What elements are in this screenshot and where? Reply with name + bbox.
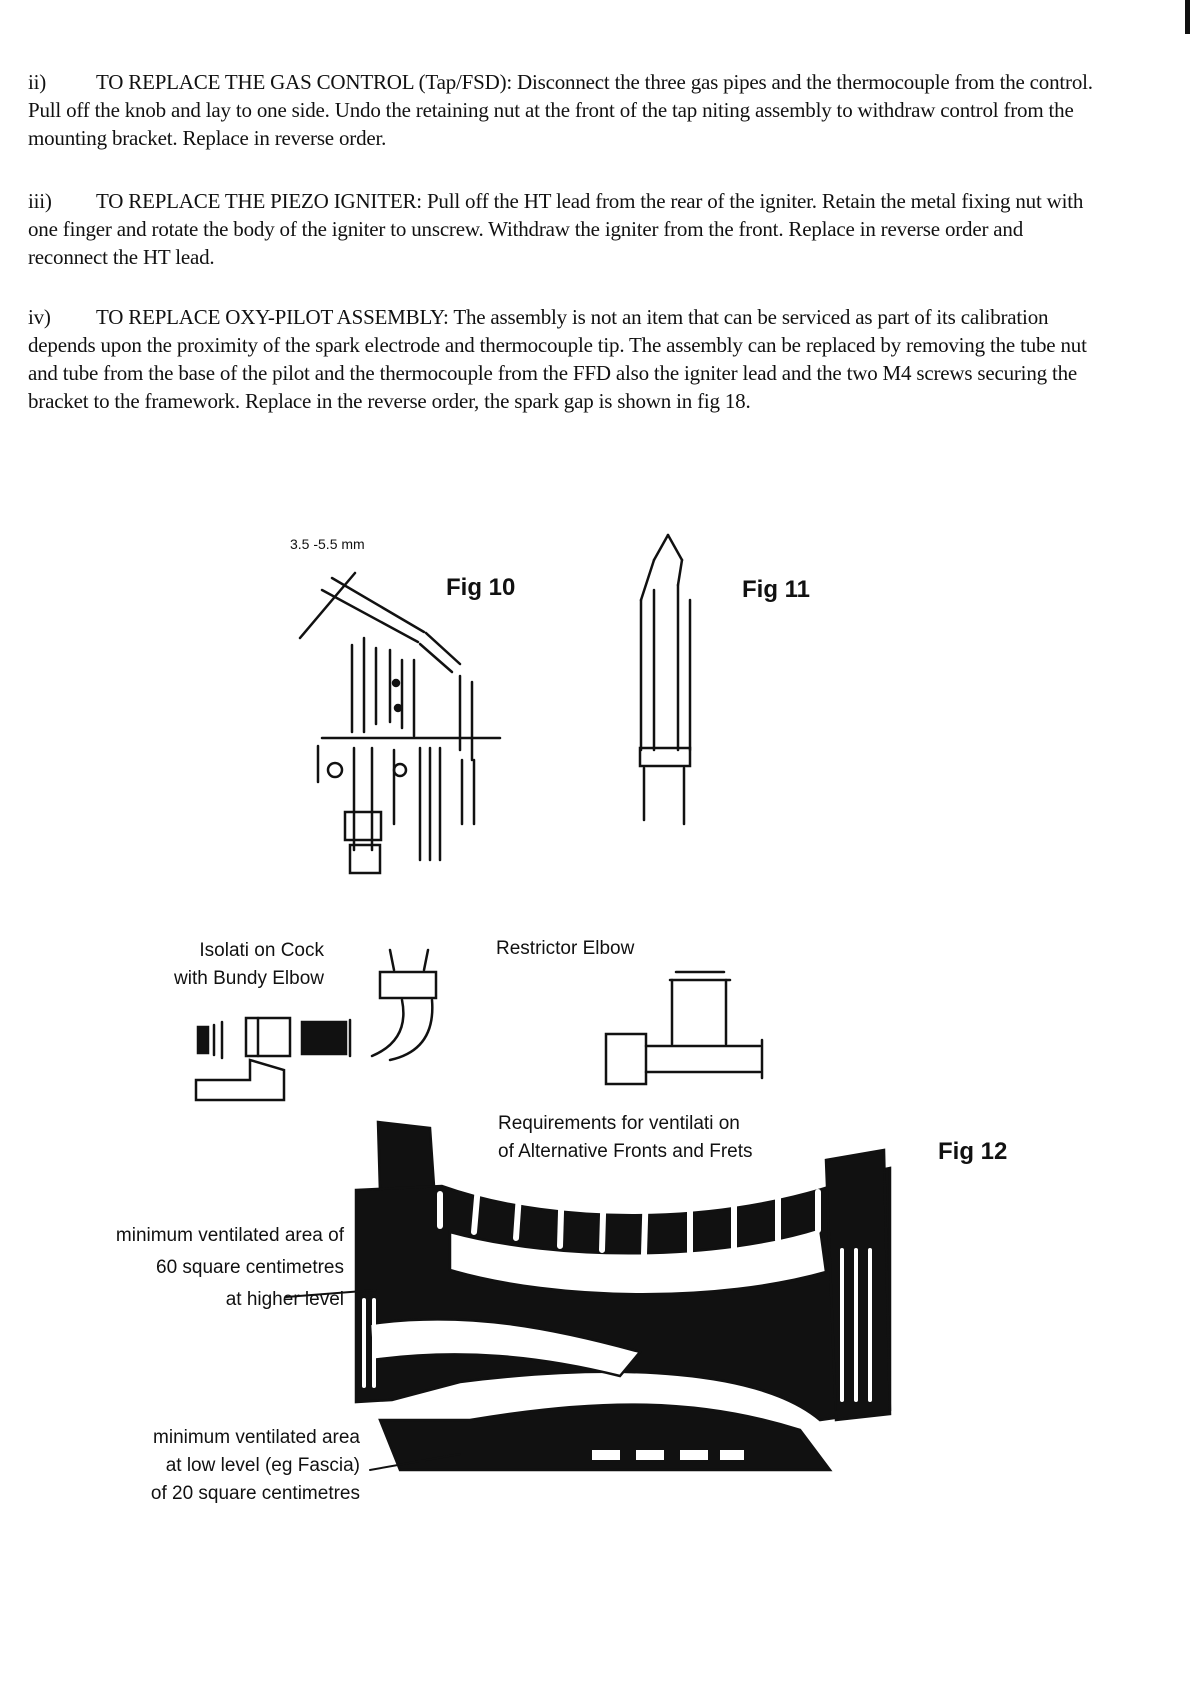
isolation-cock-label-line2: with Bundy Elbow	[174, 968, 324, 989]
restrictor-elbow-label: Restrictor Elbow	[496, 938, 635, 959]
fig11-title: Fig 11	[742, 576, 811, 603]
fig11-thermocouple-drawing	[640, 535, 690, 824]
high-level-vent-label	[60, 1220, 344, 1316]
ventilation-requirements-label	[498, 1110, 753, 1166]
fig10-dimension-label: 3.5 -5.5 mm	[290, 536, 365, 552]
high-level-line2: 60 square centimetres	[156, 1257, 344, 1278]
fig12-fret-drawing	[286, 1122, 890, 1470]
restrictor-elbow-drawing	[606, 972, 762, 1084]
requirements-line2: of Alternative Fronts and Frets	[498, 1141, 753, 1162]
high-level-line3: at higher level	[225, 1289, 344, 1310]
low-level-line2: at low level (eg Fascia)	[165, 1455, 360, 1476]
section-text: TO REPLACE THE PIEZO IGNITER: Pull off the HT lead from the rear of the igniter. Retain the metal fixing nut with one finger and rotate the body of the igniter to unscrew. Withdraw the igniter from the front. Replace in reverse order and reconnect the HT lead.	[28, 189, 1084, 269]
section-text: TO REPLACE OXY-PILOT ASSEMBLY: The assembly is not an item that can be serviced as part of its calibration depends upon the proximity of the spark electrode and thermocouple tip. The assembly can be replaced by removing the tube nut and tube from the base of the pilot and the thermocouple from the FFD also the igniter lead and the two M4 screws securing the bracket to the framework. Replace in the reverse order, the spark gap is shown in fig 18.	[28, 305, 1087, 413]
section-number: iii)	[28, 189, 52, 213]
fig10-pilot-drawing	[300, 573, 500, 873]
fig10-title: Fig 10	[446, 574, 516, 601]
low-level-vent-label	[90, 1424, 360, 1508]
isolation-cock-label-line1: Isolati on Cock	[199, 940, 324, 961]
isolation-cock-label	[142, 937, 324, 993]
low-level-line3: of 20 square centimetres	[150, 1483, 360, 1504]
fig12-title: Fig 12	[938, 1138, 1008, 1165]
section-number: ii)	[28, 70, 47, 94]
requirements-line1: Requirements for ventilati on	[498, 1113, 740, 1134]
section-number: iv)	[28, 305, 51, 329]
high-level-line1: minimum ventilated area of	[115, 1225, 344, 1246]
section-text: TO REPLACE THE GAS CONTROL (Tap/FSD): Disconnect the three gas pipes and the thermocouple from the control. Pull off the knob and lay to one side. Undo the retaining nut at the front of the tap niting assembly to withdraw control from the mounting bracket. Replace in reverse order.	[28, 70, 1093, 150]
low-level-line1: minimum ventilated area	[153, 1427, 360, 1448]
